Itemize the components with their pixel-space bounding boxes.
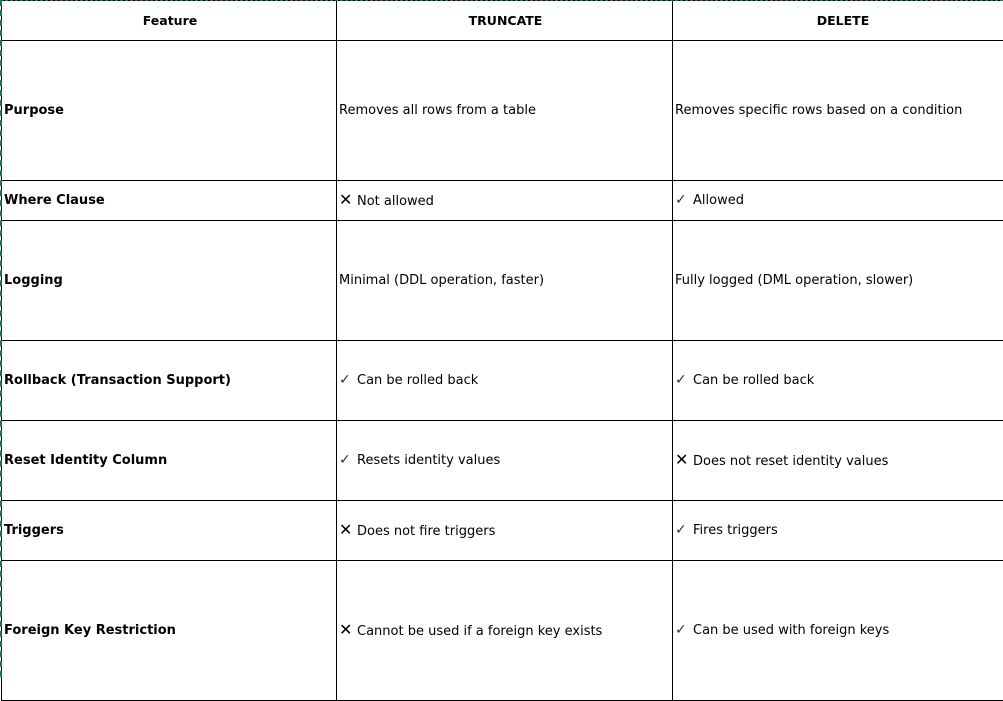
feature-cell[interactable]: Logging xyxy=(2,221,337,341)
cross-icon: ✕ xyxy=(339,522,355,538)
table-row xyxy=(2,341,1003,421)
feature-cell[interactable]: Rollback (Transaction Support) xyxy=(2,341,337,421)
table-row xyxy=(2,561,1003,701)
truncate-cell[interactable] xyxy=(337,561,673,701)
feature-cell[interactable]: Foreign Key Restriction xyxy=(2,561,337,701)
header-row xyxy=(2,1,1003,41)
selection-border-left xyxy=(0,0,2,677)
cross-icon: ✕ xyxy=(339,192,355,208)
cell-text: Can be rolled back xyxy=(693,373,814,388)
check-icon: ✓ xyxy=(675,192,691,208)
truncate-cell[interactable] xyxy=(337,421,673,501)
check-icon: ✓ xyxy=(339,372,355,388)
cell-text: Resets identity values xyxy=(357,453,500,468)
feature-cell[interactable]: Where Clause xyxy=(2,181,337,221)
cell-text: Removes specific rows based on a condition xyxy=(675,103,962,118)
delete-cell[interactable] xyxy=(673,341,1003,421)
header-delete[interactable]: DELETE xyxy=(673,1,1003,41)
delete-cell[interactable] xyxy=(673,41,1003,181)
comparison-table xyxy=(1,0,1003,701)
truncate-cell[interactable] xyxy=(337,501,673,561)
cell-text: Does not fire triggers xyxy=(357,524,495,539)
table-row xyxy=(2,221,1003,341)
delete-cell[interactable] xyxy=(673,181,1003,221)
truncate-cell[interactable] xyxy=(337,41,673,181)
check-icon: ✓ xyxy=(675,622,691,638)
cell-text: Removes all rows from a table xyxy=(339,103,536,118)
delete-cell[interactable] xyxy=(673,561,1003,701)
cell-text: Not allowed xyxy=(357,194,434,209)
cross-icon: ✕ xyxy=(339,622,355,638)
cell-text: Fully logged (DML operation, slower) xyxy=(675,273,913,288)
cell-text: Minimal (DDL operation, faster) xyxy=(339,273,544,288)
truncate-cell[interactable] xyxy=(337,341,673,421)
feature-cell[interactable]: Triggers xyxy=(2,501,337,561)
table-row xyxy=(2,181,1003,221)
delete-cell[interactable] xyxy=(673,501,1003,561)
delete-cell[interactable] xyxy=(673,421,1003,501)
table-row xyxy=(2,501,1003,561)
cell-text: Can be used with foreign keys xyxy=(693,623,889,638)
cell-text: Fires triggers xyxy=(693,523,778,538)
header-truncate[interactable]: TRUNCATE xyxy=(337,1,673,41)
feature-cell[interactable]: Reset Identity Column xyxy=(2,421,337,501)
check-icon: ✓ xyxy=(675,372,691,388)
cross-icon: ✕ xyxy=(675,452,691,468)
header-feature[interactable]: Feature xyxy=(2,1,337,41)
cell-text: Allowed xyxy=(693,193,744,208)
truncate-cell[interactable] xyxy=(337,221,673,341)
cell-text: Does not reset identity values xyxy=(693,454,888,469)
cell-text: Can be rolled back xyxy=(357,373,478,388)
table-row xyxy=(2,41,1003,181)
feature-cell[interactable]: Purpose xyxy=(2,41,337,181)
check-icon: ✓ xyxy=(675,522,691,538)
selection-border-top xyxy=(0,0,1003,1)
check-icon: ✓ xyxy=(339,452,355,468)
delete-cell[interactable] xyxy=(673,221,1003,341)
table-row xyxy=(2,421,1003,501)
cell-text: Cannot be used if a foreign key exists xyxy=(357,624,602,639)
truncate-cell[interactable] xyxy=(337,181,673,221)
